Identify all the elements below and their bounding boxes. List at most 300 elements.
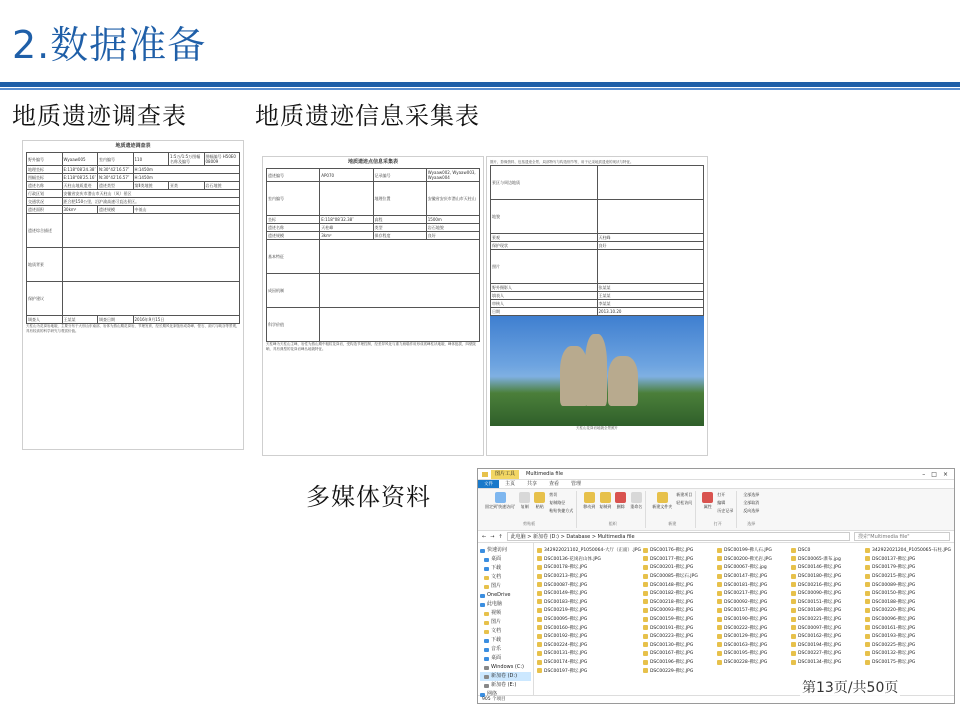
forward-arrow-icon[interactable]: → (490, 533, 495, 540)
file-item[interactable] (537, 555, 641, 564)
file-item[interactable] (865, 615, 951, 624)
info-form-page2-cell: 野外摄影人 (491, 284, 598, 292)
file-name: DSC00189-佛坛.JPG (798, 608, 842, 614)
image-file-icon (717, 642, 722, 647)
nav-item[interactable] (480, 645, 531, 654)
file-item[interactable] (791, 546, 863, 555)
invert-selection-button[interactable]: 反向选择 (743, 508, 760, 513)
minimize-icon[interactable]: – (922, 470, 926, 478)
history-button[interactable]: 历史记录 (717, 508, 734, 513)
copy-button[interactable]: 复制 (519, 492, 530, 509)
nav-item-label: 此电脑 (487, 601, 503, 607)
file-item[interactable] (865, 555, 951, 564)
file-item[interactable] (537, 606, 641, 615)
info-form-cell: 基本特征 (267, 240, 320, 274)
file-name: DSC00191-佛坛.JPG (649, 625, 694, 631)
nav-item-label: 下载 (491, 565, 502, 571)
file-name: DSC00201-佛坛.JPG (649, 565, 694, 571)
search-input[interactable]: 搜索"Multimedia file" (854, 532, 950, 541)
image-file-icon (865, 608, 870, 613)
survey-form-cell: 遗迹规模 (98, 206, 134, 214)
file-item[interactable] (537, 615, 641, 624)
drive-icon (484, 666, 489, 670)
info-form-page2-cell: 审核人 (491, 300, 598, 308)
file-item[interactable] (643, 658, 715, 667)
tab-3[interactable]: 查看 (549, 481, 560, 487)
maximize-icon[interactable]: □ (931, 470, 937, 478)
pin-button[interactable]: 固定到'快速访问' (485, 492, 515, 509)
nav-item-label: OneDrive (487, 592, 511, 598)
image-file-icon (717, 548, 722, 553)
info-form-cell: 1500m (426, 216, 479, 224)
properties-icon (702, 492, 713, 503)
survey-form-cell: 遗迹名称 (27, 182, 63, 190)
image-file-icon (791, 548, 796, 553)
address-bar[interactable]: 此电脑 > 新加卷 (D:) > Database > Multimedia file (507, 532, 850, 541)
computer-icon (480, 603, 485, 607)
copy-to-icon (600, 492, 611, 503)
file-name: DSC00229-佛坛.JPG (649, 668, 694, 674)
info-form-page2-cell: 李某某 (597, 300, 704, 308)
image-file-icon (643, 617, 648, 622)
info-form-page2-cell: 王某某 (597, 292, 704, 300)
file-name: DSC00087-佛坛.JPG (544, 582, 588, 588)
tab-1[interactable]: 主页 (505, 481, 516, 487)
nav-item[interactable] (480, 609, 531, 618)
file-name: DSC00213-佛坛.JPG (544, 574, 588, 580)
file-item[interactable] (865, 632, 951, 641)
info-form-page2-row (491, 292, 704, 300)
image-file-icon (643, 608, 648, 613)
image-file-icon (537, 565, 542, 570)
copy-icon (519, 492, 530, 503)
delete-button[interactable]: 删除 (615, 492, 626, 509)
landscape-photo (490, 316, 704, 426)
file-item[interactable] (865, 598, 951, 607)
nav-item[interactable] (480, 582, 531, 591)
file-item[interactable] (791, 623, 863, 632)
file-explorer-window[interactable] (477, 468, 955, 704)
image-file-icon (865, 565, 870, 570)
file-item[interactable] (717, 589, 789, 598)
info-form-page2-row (491, 242, 704, 250)
file-name: DSC00163-佛坛.JPG (723, 642, 768, 648)
file-item[interactable] (791, 641, 863, 650)
folder-icon (484, 630, 489, 634)
folder-icon (484, 585, 489, 589)
file-name: DSC00218-佛坛.JPG (649, 599, 694, 605)
info-form-cell: E:118°08′32.38″ (320, 216, 373, 224)
open-button[interactable]: 打开 (717, 492, 726, 497)
file-item[interactable] (643, 563, 715, 572)
survey-form-row (27, 248, 240, 282)
download-icon (484, 639, 489, 643)
info-form-cell: 高程 (373, 216, 426, 224)
image-file-icon (791, 642, 796, 647)
survey-form-row (27, 174, 240, 182)
new-folder-button[interactable]: 新建文件夹 (652, 492, 672, 509)
file-item[interactable] (537, 632, 641, 641)
image-file-icon (643, 582, 648, 587)
file-item[interactable] (791, 606, 863, 615)
folder-icon (482, 472, 488, 477)
nav-item[interactable] (480, 555, 531, 564)
survey-form-cell: 调查日期 (98, 316, 134, 324)
file-item[interactable] (717, 555, 789, 564)
file-item[interactable] (537, 649, 641, 658)
file-item[interactable] (791, 649, 863, 658)
copy-path-button[interactable]: 复制路径 (549, 500, 566, 505)
image-file-icon (865, 591, 870, 596)
file-name: DSC00180-佛坛.JPG (798, 574, 842, 580)
file-name: DSC00179-佛坛.JPG (872, 565, 916, 571)
info-form-cell: 遗迹名称 (267, 224, 320, 232)
file-item[interactable] (865, 649, 951, 658)
file-item[interactable] (717, 563, 789, 572)
file-name: DSC00195-佛坛.JPG (723, 651, 768, 657)
file-item[interactable] (865, 589, 951, 598)
file-item[interactable] (643, 555, 715, 564)
image-file-icon (537, 642, 542, 647)
cut-button[interactable]: 剪切 (549, 492, 558, 497)
file-item[interactable] (643, 598, 715, 607)
file-item[interactable] (643, 666, 715, 675)
nav-item-label: 视频 (491, 610, 502, 616)
info-form-cell: 遗迹规模 (267, 232, 320, 240)
image-file-icon (717, 651, 722, 656)
nav-item[interactable] (480, 573, 531, 582)
easy-access-button[interactable]: 轻松访问 (676, 500, 693, 505)
file-item[interactable] (717, 615, 789, 624)
info-form-page2-row (491, 284, 704, 292)
survey-form-cell: 亚类 (169, 182, 205, 190)
paste-button[interactable]: 粘贴 (534, 492, 545, 509)
file-item[interactable] (791, 563, 863, 572)
file-item[interactable] (537, 666, 641, 675)
file-item[interactable] (791, 555, 863, 564)
info-form-cell: 记录编号 (373, 169, 426, 182)
survey-form-cell: 地理坐标 (27, 166, 63, 174)
music-icon (484, 648, 489, 652)
close-icon[interactable]: × (942, 470, 948, 478)
nav-item[interactable] (480, 564, 531, 573)
up-arrow-icon[interactable]: ↑ (498, 533, 503, 540)
nav-item-label: 图片 (491, 619, 502, 625)
file-item[interactable] (865, 546, 951, 555)
file-name: DSC00174-佛坛.JPG (544, 660, 588, 666)
survey-form-row (27, 282, 240, 316)
download-icon (484, 567, 489, 571)
file-item[interactable] (643, 641, 715, 650)
image-file-icon (791, 651, 796, 656)
info-form-page2-row (491, 300, 704, 308)
file-name: 342922021204_P1050065-石柱.JPG (872, 548, 951, 554)
nav-item[interactable] (480, 591, 531, 600)
image-file-icon (643, 660, 648, 665)
image-file-icon (865, 574, 870, 579)
nav-item[interactable] (480, 681, 531, 690)
info-form-table (266, 168, 480, 342)
file-name: DSC00192-佛坛.JPG (544, 634, 588, 640)
file-item[interactable] (791, 615, 863, 624)
organize-group-label: 组织 (608, 521, 617, 526)
file-item[interactable] (643, 606, 715, 615)
file-name: DSC00181-佛坛.JPG (723, 582, 768, 588)
image-file-icon (791, 634, 796, 639)
tab-0[interactable]: 文件 (478, 480, 499, 488)
image-file-icon (791, 625, 796, 630)
image-file-icon (865, 634, 870, 639)
paste-icon (534, 492, 545, 503)
image-file-icon (537, 599, 542, 604)
survey-form-row (27, 182, 240, 190)
survey-form-cell (62, 248, 240, 282)
image-file-icon (865, 625, 870, 630)
file-name: DSC00188-佛坛.JPG (872, 599, 916, 605)
nav-item[interactable] (480, 654, 531, 663)
image-file-icon (643, 668, 648, 673)
info-form-cell: 坐标 (267, 216, 320, 224)
file-item[interactable] (791, 580, 863, 589)
file-item[interactable] (643, 589, 715, 598)
rename-button[interactable]: 重命名 (630, 492, 642, 509)
file-name: DSC00175-佛坛.JPG (872, 660, 916, 666)
caption-survey-form: 地质遗迹调查表 (12, 102, 187, 130)
image-file-icon (643, 625, 648, 630)
image-file-icon (865, 599, 870, 604)
file-item[interactable] (791, 598, 863, 607)
file-name: DSC00221-佛坛.JPG (798, 617, 842, 623)
file-item[interactable] (717, 623, 789, 632)
survey-form-cell: 1:5万/1:5万图幅名称及编号 (169, 153, 205, 166)
file-item[interactable] (537, 572, 641, 581)
file-name: DSC00136-花岗岩山体.JPG (544, 556, 601, 562)
edit-button[interactable]: 编辑 (717, 500, 726, 505)
file-item[interactable] (537, 580, 641, 589)
file-item[interactable] (865, 658, 951, 667)
info-form-page2-image (486, 156, 708, 456)
file-item[interactable] (537, 589, 641, 598)
paste-shortcut-button[interactable]: 粘贴快捷方式 (549, 508, 574, 513)
file-name: DSC00129-佛坛.JPG (723, 634, 768, 640)
file-item[interactable] (537, 658, 641, 667)
file-item[interactable] (643, 623, 715, 632)
image-file-icon (717, 625, 722, 630)
file-name: DSC00190-佛坛.JPG (723, 617, 768, 623)
image-file-icon (865, 642, 870, 647)
survey-form-row (27, 214, 240, 248)
info-form-cell: 3km² (320, 232, 373, 240)
file-item[interactable] (537, 598, 641, 607)
survey-form-cell: N:30°42′16.57″ (98, 174, 134, 182)
survey-form-cell: 保护建议 (27, 282, 63, 316)
info-form-cell: 成因机制 (267, 274, 320, 308)
move-to-button[interactable]: 移动到 (583, 492, 595, 509)
file-item[interactable] (791, 658, 863, 667)
tab-2[interactable]: 共享 (527, 481, 538, 487)
file-name: DSC00067-佛坛.jpg (723, 565, 767, 571)
info-form-title: 地质遗迹点信息采集表 (347, 159, 398, 165)
file-name: DSC00131-佛坛.JPG (544, 651, 588, 657)
image-file-icon (643, 556, 648, 561)
file-item[interactable] (717, 658, 789, 667)
clipboard-group (482, 491, 577, 528)
image-file-icon (791, 599, 796, 604)
image-file-icon (791, 617, 796, 622)
nav-item[interactable] (480, 618, 531, 627)
file-item[interactable] (537, 623, 641, 632)
nav-item-label: Windows (C:) (491, 664, 524, 670)
survey-form-row (27, 316, 240, 324)
file-item[interactable] (717, 606, 789, 615)
survey-form-description: 天柱山为花岗岩地貌，主要分布于大别山东南部，岩体为燕山期花岗岩，节理发育，经长期风化剥蚀形成奇峰、怪石、洞穴与峡谷等景观，具有较高的科学研究与观赏价值。 (26, 324, 240, 333)
nav-item-label: 新加卷 (E:) (491, 682, 517, 688)
file-name: DSC00065-瀑布.jpg (798, 556, 841, 562)
file-item[interactable] (537, 546, 641, 555)
file-name: DSC00178-佛坛.JPG (544, 565, 588, 571)
image-file-icon (643, 634, 648, 639)
file-item[interactable] (865, 580, 951, 589)
tab-4[interactable]: 管理 (571, 481, 582, 487)
file-name: DSC00151-佛坛.JPG (798, 599, 842, 605)
folder-icon (484, 558, 489, 562)
file-name: DSC00219-佛坛.JPG (544, 608, 588, 614)
select-all-button[interactable]: 全部选择 (743, 492, 760, 497)
back-arrow-icon[interactable]: ← (482, 533, 487, 540)
image-file-icon (717, 574, 722, 579)
file-name: DSC00090-佛坛.JPG (798, 591, 842, 597)
nav-item-label: 桌面 (491, 556, 502, 562)
file-item[interactable] (865, 623, 951, 632)
file-name: DSC00225-佛坛.JPG (872, 642, 916, 648)
info-form-page2-cell: 保护现状 (491, 242, 598, 250)
star-icon (480, 549, 485, 553)
file-item[interactable] (537, 563, 641, 572)
file-item[interactable] (865, 641, 951, 650)
nav-item[interactable] (480, 600, 531, 609)
image-file-icon (865, 617, 870, 622)
image-file-icon (717, 599, 722, 604)
survey-form-row (27, 190, 240, 198)
file-name: DSC00182-佛坛.JPG (649, 591, 694, 597)
file-item[interactable] (791, 572, 863, 581)
file-item[interactable] (717, 649, 789, 658)
pin-icon (495, 492, 506, 503)
file-item[interactable] (717, 572, 789, 581)
nav-item-label: 新加卷 (D:) (491, 673, 518, 679)
caption-multimedia: 多媒体资料 (306, 483, 431, 511)
file-item[interactable] (717, 580, 789, 589)
new-group-label: 新建 (668, 521, 677, 526)
file-name: DSC00193-佛坛.JPG (872, 634, 916, 640)
picture-tools-tab[interactable]: 图片工具 (491, 470, 519, 479)
copy-to-button[interactable]: 复制到 (599, 492, 611, 509)
info-form-cell: 安徽省安庆市潜山市天柱山 (426, 182, 479, 216)
file-name: DSC00200-佛光岩.JPG (723, 556, 772, 562)
file-name: DSC00150-佛坛.JPG (872, 591, 916, 597)
file-item[interactable] (537, 641, 641, 650)
file-item[interactable] (717, 641, 789, 650)
info-form-page2-cell (597, 166, 704, 200)
survey-form-cell: 距合肥150公里，沿沪渝高速可直达景区。 (62, 198, 240, 206)
image-file-icon (537, 660, 542, 665)
survey-form-cell: 30km² (62, 206, 98, 214)
file-item[interactable] (865, 606, 951, 615)
file-name: DSC00095-佛坛.JPG (544, 617, 588, 623)
file-name: DSC00224-佛坛.JPG (544, 642, 588, 648)
file-item[interactable] (643, 632, 715, 641)
survey-form-cell: E:118°08′25.16″ (63, 175, 96, 180)
page-number: 第13页/共50页 (800, 677, 900, 697)
nav-item[interactable] (480, 636, 531, 645)
image-file-icon (791, 608, 796, 613)
info-form-page2-cell (597, 200, 704, 234)
file-name: DSC00157-佛坛.JPG (723, 608, 768, 614)
info-form-row (267, 232, 480, 240)
survey-form-cell: H:1450m (133, 166, 240, 174)
image-file-icon (537, 548, 542, 553)
image-file-icon (643, 599, 648, 604)
file-name: DSC00161-佛坛.JPG (872, 625, 916, 631)
survey-form-row (27, 206, 240, 214)
info-form-page2-row (491, 200, 704, 234)
file-item[interactable] (643, 615, 715, 624)
file-item[interactable] (865, 563, 951, 572)
file-name: DSC00160-佛坛.JPG (544, 625, 588, 631)
file-name: DSC00134-佛坛.JPG (798, 660, 842, 666)
image-file-icon (865, 651, 870, 656)
file-name: DSC00096-佛坛.JPG (872, 617, 916, 623)
select-none-button[interactable]: 全部取消 (743, 500, 760, 505)
image-file-icon (537, 625, 542, 630)
new-item-button[interactable]: 新建项目 (676, 492, 693, 497)
file-item[interactable] (643, 572, 715, 581)
file-item[interactable] (643, 580, 715, 589)
info-form-row (267, 182, 480, 216)
info-form-page2-cell: 景区与周边地质 (491, 166, 598, 200)
image-file-icon (717, 591, 722, 596)
info-form-cell: 保存程度 (373, 232, 426, 240)
file-item[interactable] (791, 632, 863, 641)
nav-item[interactable] (480, 672, 531, 681)
info-form-page2-row (491, 166, 704, 200)
image-file-icon (865, 548, 870, 553)
survey-form-cell: 安徽省安庆市潜山市天柱山（风）景区 (62, 190, 240, 198)
file-name: DSC00097-佛坛.JPG (798, 625, 842, 631)
file-item[interactable] (643, 546, 715, 555)
info-form-page2-table (490, 165, 704, 316)
survey-form-cell: N:30°42′16.57″ (98, 166, 134, 174)
file-name: DSC00147-佛坛.JPG (723, 574, 768, 580)
file-item[interactable] (717, 598, 789, 607)
nav-item[interactable] (480, 663, 531, 672)
file-item[interactable] (791, 589, 863, 598)
survey-form-cell: 行政区划 (27, 190, 63, 198)
file-item[interactable] (717, 632, 789, 641)
info-form-row (267, 224, 480, 232)
properties-button[interactable]: 属性 (702, 492, 713, 509)
nav-item[interactable] (480, 627, 531, 636)
image-file-icon (717, 660, 722, 665)
file-name: DSC00092-佛坛.JPG (723, 599, 768, 605)
info-form-page2-cell: 天柱峰 (597, 234, 704, 242)
image-file-icon (643, 548, 648, 553)
image-file-icon (537, 591, 542, 596)
file-item[interactable] (865, 572, 951, 581)
nav-item[interactable] (480, 546, 531, 555)
file-item[interactable] (717, 546, 789, 555)
file-item[interactable] (643, 649, 715, 658)
